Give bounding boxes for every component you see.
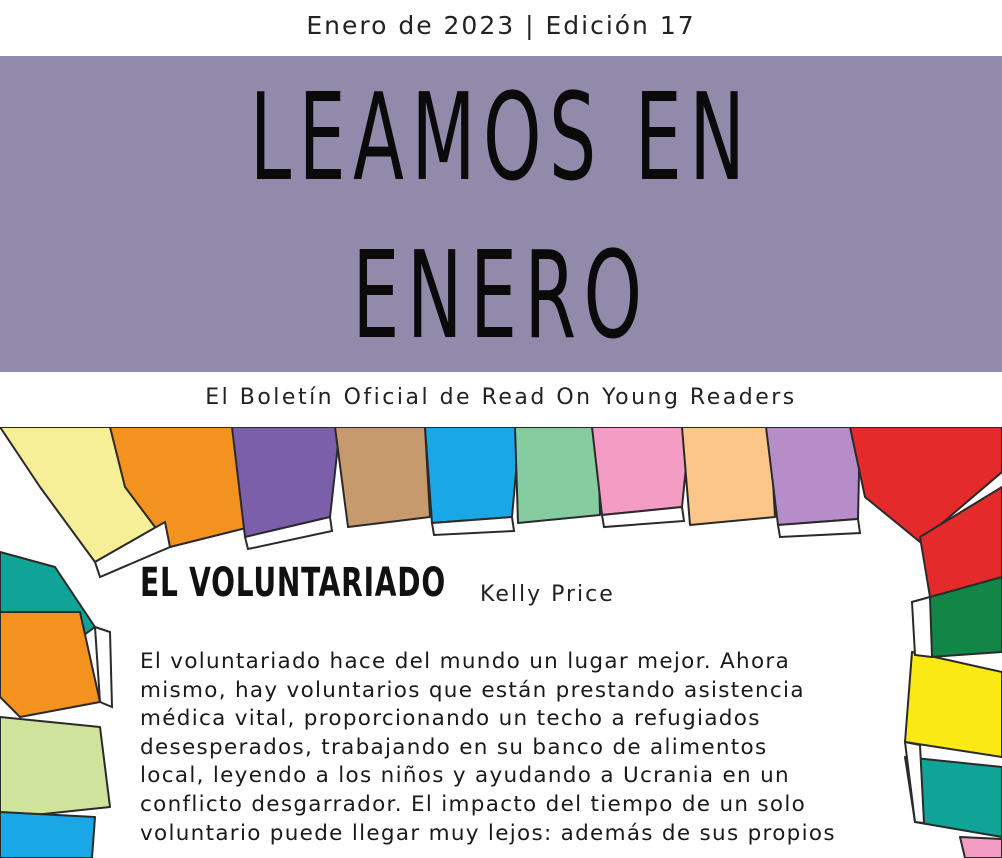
- title-banner: [0, 56, 1002, 372]
- article-line: El voluntariado hace del mundo un lugar mejor. Ahora: [140, 649, 791, 674]
- article-header: [140, 560, 615, 620]
- article-line: local, leyendo a los niños y ayudando a Ucrania en un: [140, 763, 790, 789]
- book-page-edge: [905, 742, 924, 823]
- book-shape: [682, 427, 775, 525]
- title-line-1: LEAMOS EN: [249, 69, 753, 208]
- article-line: médica vital, proporcionando un techo a refugiados: [140, 706, 761, 732]
- book-shape: [425, 427, 520, 523]
- book-shape: [0, 812, 95, 858]
- article-title: EL VOLUNTARIADO: [140, 560, 447, 606]
- article-line: voluntario puede llegar muy lejos: además de sus propios: [140, 820, 836, 846]
- article-body: [140, 648, 900, 848]
- book-shape: [905, 652, 1002, 757]
- book-shape: [960, 837, 1002, 858]
- newsletter-subtitle: El Boletín Oficial de Read On Young Readers: [205, 385, 797, 410]
- newsletter-title: [190, 60, 811, 376]
- book-shape: [515, 427, 600, 523]
- article-line: desesperados, trabajando en su banco de alimentos: [140, 734, 768, 760]
- article-line: mismo, hay voluntarios que están prestando asistencia: [140, 677, 805, 703]
- book-shape: [766, 427, 860, 525]
- article-line: conflicto desgarrador. El impacto del tiempo de un solo: [140, 791, 807, 817]
- book-shape: [0, 717, 110, 817]
- book-page-edge: [912, 597, 932, 657]
- issue-dateline: Enero de 2023 | Edición 17: [306, 11, 696, 40]
- article-author: Kelly Price: [480, 582, 615, 607]
- book-shape: [592, 427, 690, 515]
- book-shape: [335, 427, 430, 527]
- title-line-2: ENERO: [352, 227, 650, 366]
